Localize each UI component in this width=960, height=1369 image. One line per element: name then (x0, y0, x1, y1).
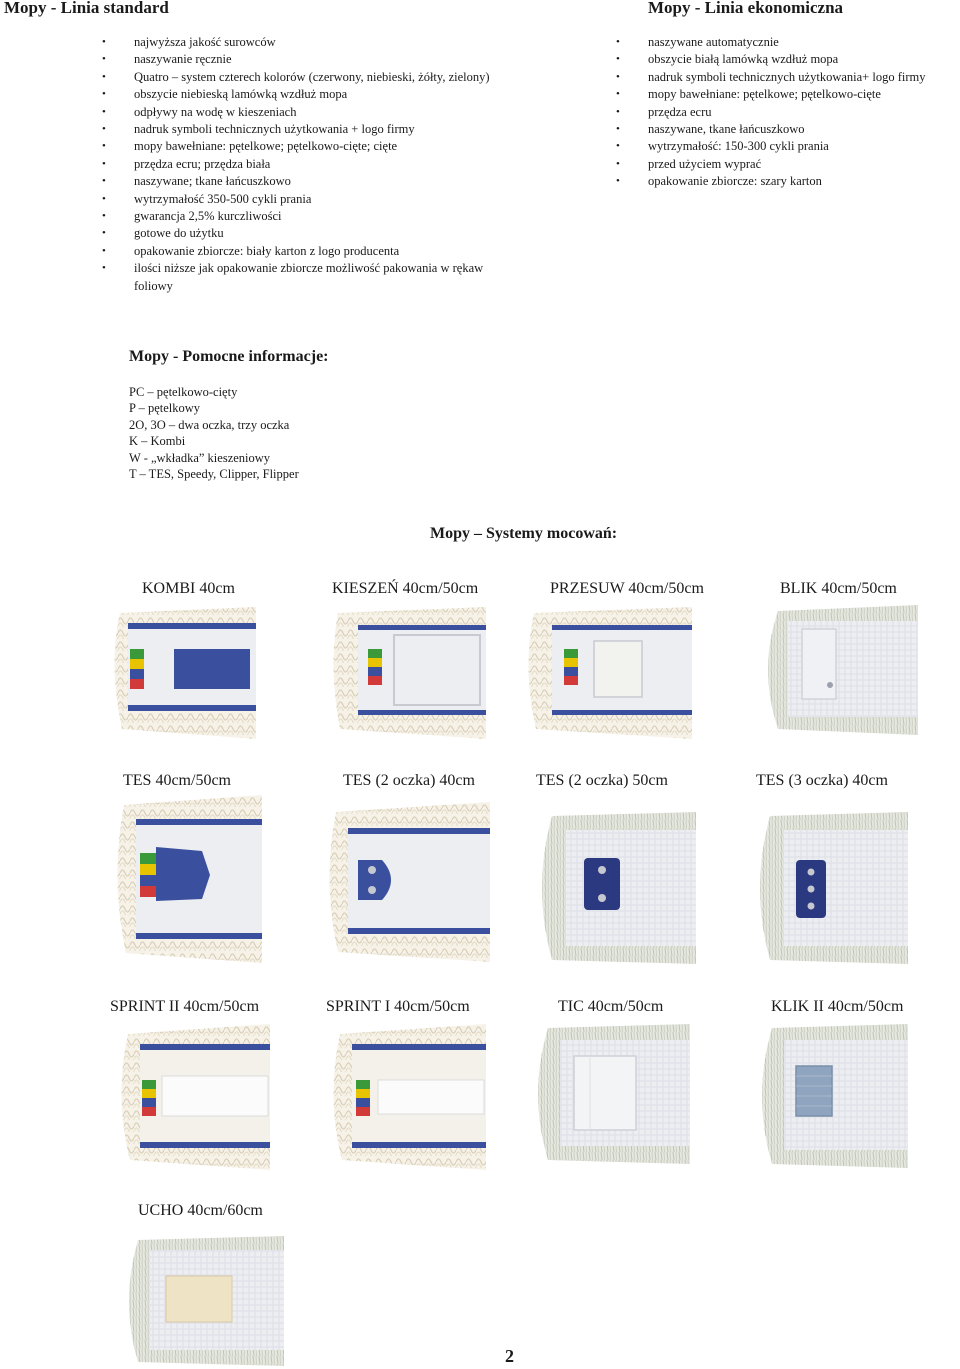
mop-tes2-40-image (322, 802, 490, 962)
label-klik2: KLIK II 40cm/50cm (771, 998, 904, 1015)
mop-tes-image (110, 795, 262, 963)
help-line: 2O, 3O – dwa oczka, trzy oczka (129, 417, 290, 432)
list-item: • nadruk symboli technicznych użytkowania+ logo firmy (616, 69, 960, 86)
label-kieszen: KIESZEŃ 40cm/50cm (332, 580, 479, 597)
list-item: • wytrzymałość 350-500 cykli prania (102, 191, 502, 208)
label-przesuw: PRZESUW 40cm/50cm (550, 580, 704, 597)
help-line: P – pętelkowy (129, 401, 201, 416)
label-ucho: UCHO 40cm/60cm (138, 1202, 263, 1219)
list-item: • mopy bawełniane: pętelkowe; pętelkowo-cięte (616, 86, 960, 103)
list-item: • wytrzymałość: 150-300 cykli prania (616, 138, 960, 155)
list-item: • nadruk symboli technicznych użytkowania + logo firmy (102, 121, 502, 138)
list-item: • odpływy na wodę w kieszeniach (102, 104, 502, 121)
page-number: 2 (505, 1346, 514, 1366)
list-item: • opakowanie zbiorcze: szary karton (616, 173, 960, 190)
list-item: • gwarancja 2,5% kurczliwości (102, 208, 502, 225)
label-kombi: KOMBI 40cm (142, 580, 235, 597)
list-item: • przed użyciem wyprać (616, 156, 960, 173)
label-sprint1: SPRINT I 40cm/50cm (326, 998, 470, 1015)
label-tic: TIC 40cm/50cm (558, 998, 664, 1015)
mop-kieszen-image (328, 603, 486, 739)
help-line: W - „wkładka” kieszeniowy (129, 450, 271, 465)
label-blik: BLIK 40cm/50cm (780, 580, 897, 597)
standard-line-title: Mopy - Linia standard (4, 0, 169, 17)
list-item: • naszywanie ręcznie (102, 51, 502, 68)
list-item: • naszywane; tkane łańcuszkowo (102, 173, 502, 190)
list-item: • przędza ecru (616, 104, 960, 121)
help-line: T – TES, Speedy, Clipper, Flipper (129, 467, 299, 482)
list-item: • Quatro – system czterech kolorów (czerwony, niebieski, żółty, zielony) (102, 69, 502, 86)
list-item: • obszycie białą lamówką wzdłuż mopa (616, 51, 960, 68)
mop-ucho-image (120, 1236, 284, 1366)
mop-tes3-40-image (750, 812, 908, 964)
systems-title: Mopy – Systemy mocowań: (430, 525, 618, 542)
list-item: • gotowe do użytku (102, 225, 502, 242)
help-title: Mopy - Pomocne informacje: (129, 348, 329, 365)
mop-sprint2-image (114, 1024, 270, 1170)
economic-line-title: Mopy - Linia ekonomiczna (648, 0, 844, 17)
list-item: • naszywane, tkane łańcuszkowo (616, 121, 960, 138)
mop-kombi-image (108, 603, 256, 739)
help-list (129, 384, 299, 482)
label-sprint2: SPRINT II 40cm/50cm (110, 998, 260, 1015)
label-tes3-40: TES (3 oczka) 40cm (756, 772, 888, 789)
help-line: K – Kombi (129, 434, 186, 449)
help-line: PC – pętelkowo-cięty (129, 385, 238, 399)
mop-blik-image (758, 605, 918, 735)
mop-sprint1-image (326, 1024, 486, 1170)
list-item: • opakowanie zbiorcze: biały karton z logo producenta (102, 243, 502, 260)
mop-tic-image (528, 1024, 690, 1164)
mop-przesuw-image (522, 603, 692, 739)
list-item: • ilości niższe jak opakowanie zbiorcze możliwość pakowania w rękaw foliowy (102, 260, 502, 295)
economic-line-list (616, 34, 960, 191)
list-item: • przędza ecru; przędza biała (102, 156, 502, 173)
list-item: • naszywane automatycznie (616, 34, 960, 51)
list-item: • najwyższa jakość surowców (102, 34, 502, 51)
label-tes: TES 40cm/50cm (123, 772, 231, 789)
label-tes2-40: TES (2 oczka) 40cm (343, 772, 475, 789)
list-item: • mopy bawełniane: pętelkowe; pętelkowo-cięte; cięte (102, 138, 502, 155)
label-tes2-50: TES (2 oczka) 50cm (536, 772, 668, 789)
standard-line-list (102, 34, 502, 295)
mop-tes2-50-image (532, 812, 696, 964)
mop-klik2-image (752, 1024, 908, 1168)
list-item: • obszycie niebieską lamówką wzdłuż mopa (102, 86, 502, 103)
